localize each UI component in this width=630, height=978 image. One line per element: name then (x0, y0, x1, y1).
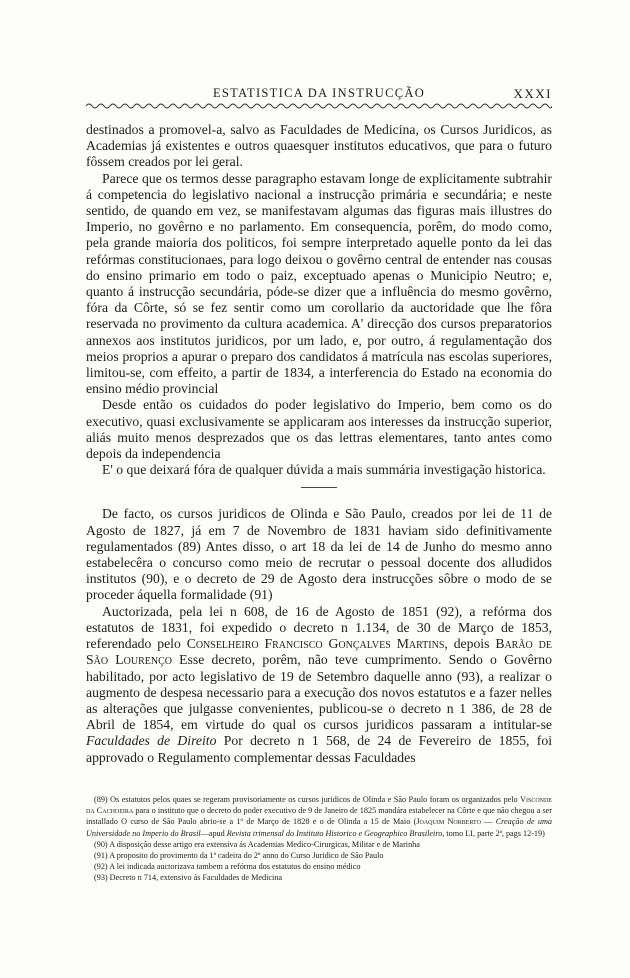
footnote-89 (86, 794, 552, 839)
paragraph-2: Parece que os termos desse paragrapho estavam longe de explicitamente subtrahir á competencia do legislativo nacional a instrucção primária e secundária; e neste sentido, de quando em vez, se manifestavam algumas das figuras mais illustres do Imperio, no govêrno e no parlamento. Em consequencia, porêm, do modo como, pela grande maioria dos politicos, foi sempre interpretado aquelle ponto da lei das refórmas constitucionaes, para logo deixou o govêrno central de entender nas cousas do ensino primario em todo o paiz, exceptuado apenas o Municipio Neutro; e, quanto á instrucção secundária, póde-se dizer que a influência do mesmo govêrno, fóra da Côrte, só se fez sentir como um corollario da auctoridade que lhe fôra reservada no provimento da cultura academica. A' direcção dos cursos preparatorios annexos aos institutos juridicos, por um lado, e, por outro, á regulamentação dos meios proprios a apurar o preparo dos candidatos á matrícula nas escolas superiores, limitou-se, com effeito, a partir de 1834, a interferencia do Estado na economia do ensino médio provincial (86, 170, 552, 397)
main-text (86, 122, 552, 766)
paragraph-5: De facto, os cursos juridicos de Olinda e São Paulo, creados por lei de 11 de Agosto de 1827, já em 7 de Novembro de 1831 haviam sido definitivamente regulamentados (89) Antes disso, o art 18 da lei de 14 de Junho do mesmo anno estabelecêra o concurso como meio de recrutar o pessoal docente dos alludidos institutos (90), e o decreto de 29 de Agosto dera instrucções sôbre o modo de se proceder áquella formalidade (91) (86, 506, 552, 603)
paragraph-4: E' o que deixará fóra de qualquer dúvida a mais summária investigação historica. (102, 462, 546, 478)
footnote-89-text-b: para o instituto que o decreto do poder executivo de 9 de Janeiro de 1825 mandára estabelecer na Côrte e que não chegou a ser installado O curso de São Paulo abrio-se a 1º de Março de 1828 e o de Olinda a 15 de Maio ( (86, 806, 552, 827)
running-title: ESTATISTICA DA INSTRUCÇÃO (212, 86, 426, 100)
footnote-89-text-e: , tomo LI, parte 2ª, pags 12-19) (442, 828, 545, 838)
footnote-89-work-title: Creação de uma Universidade no Imperio do Brasil (86, 817, 552, 838)
footnote-93: (93) Decreto n 714, extensivo ás Faculdades de Medicina (94, 873, 283, 883)
section-separator (301, 487, 337, 488)
footnotes (86, 794, 552, 884)
wavy-rule (86, 102, 552, 110)
running-head (86, 86, 552, 108)
paragraph-6-text-b: , depois (444, 636, 496, 652)
footnote-89-dash: — (480, 817, 496, 827)
footnote-92: (92) A lei indicada auctorizava tambem a refórma dos estatutos do ensino médico (94, 862, 361, 872)
footnote-89-author: Joaquim Norberto (416, 817, 481, 827)
footnote-89-journal: Revista trimensal do Instituto Historico e Geographico Brasileiro (226, 828, 443, 838)
paragraph-6-text-c: Esse decreto, porêm, não teve cumprimento. Sendo o Govêrno habilitado, por acto legislativo de 19 de Setembro daquelle anno (93), a realizar o augmento de despesa necessario para a execução dos novos estatutos e a fazer nelles as alterações que julgasse convenientes, publicou-se o decreto n 1 386, de 28 de Abril de 1854, em virtude do qual os cursos juridicos passaram a intitular-se (86, 652, 552, 733)
paragraph-6 (86, 604, 552, 766)
footnote-90: (90) A disposição desse artigo era extensiva ás Academias Medico-Cirurgicas, Militar e de Marinha (94, 839, 420, 849)
paragraph-6-text-d: Por decreto n 1 568, de 24 de Fevereiro de 1855, foi approvado o Regulamento complementar dessas Faculdades (86, 733, 552, 765)
person-title-barao: Barão de São Lourenço (86, 636, 552, 668)
footnote-91: (91) A proposito do provimento da 1ª cadeira do 2º anno do Curso Juridico de São Paulo (94, 851, 384, 861)
page-number: XXXI (513, 86, 552, 101)
paragraph-6-text-a: Auctorizada, pela lei n 608, de 16 de Agosto de 1851 (92), a refórma dos estatutos de 1831, foi expedido o decreto n 1.134, de 30 de Março de 1853, referendado pelo (86, 603, 552, 652)
footnote-89-name: Visconde da Cachoeira (86, 795, 552, 816)
person-name-conselheiro: Conselheiro Francisco Gonçalves Martins (186, 636, 445, 652)
footnote-89-text-a: (89) Os estatutos pelos quaes se regeram provisoriamente os cursos juridicos de Olinda e São Paulo foram os organizados pelo (94, 795, 521, 804)
paragraph-3: Desde então os cuidados do poder legislativo do Imperio, bem como os do executivo, quasi exclusivamente se applicaram aos interesses da instrucção superior, aliás muito menos desprezados que os das lettras elementares, tanto antes como depois da independencia (86, 397, 552, 462)
paragraph-1: destinados a promovel-a, salvo as Faculdades de Medicina, os Cursos Juridicos, as Academias já existentes e outros quaesquer institutos educativos, que para o futuro fôssem creados por lei geral. (86, 122, 552, 170)
faculdades-de-direito-term: Faculdades de Direito (86, 733, 217, 749)
footnote-89-text-d: —apud (200, 828, 227, 838)
